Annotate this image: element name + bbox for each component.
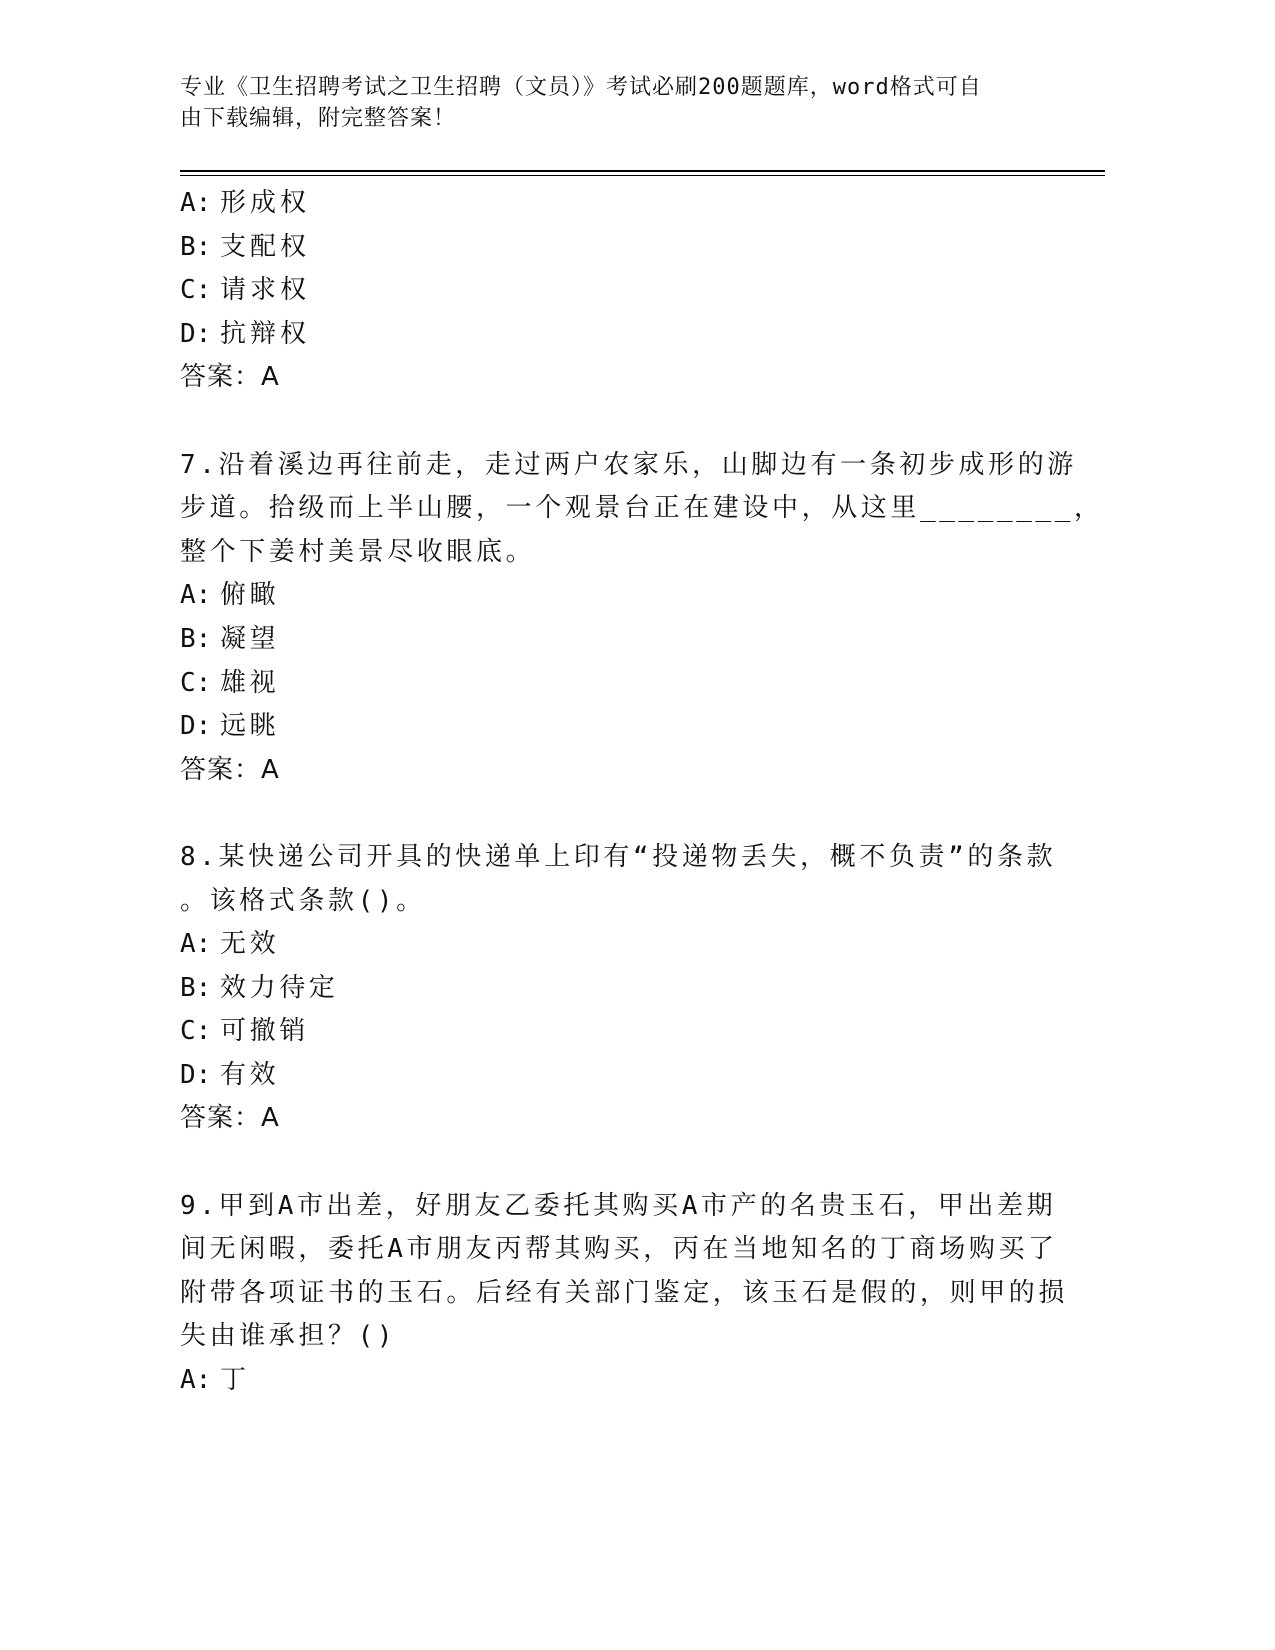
question-text-line: 失由谁承担？()	[180, 1321, 397, 1352]
question-text-line: 步道。拾级而上半山腰，一个观景台正在建设中，从这里________，	[180, 493, 1104, 524]
option-text: 雄视	[220, 667, 280, 698]
answer-line: 答案：A	[180, 754, 280, 785]
question-text-line: 9.甲到A市出差，好朋友乙委托其购买A市产的名贵玉石，甲出差期	[180, 1190, 1057, 1221]
option-text: 无效	[220, 929, 280, 960]
header-line-2: 由下载编辑，附完整答案！	[180, 106, 457, 131]
question-text-line: 8.某快递公司开具的快递单上印有“投递物丢失，概不负责”的条款	[180, 841, 1057, 872]
option-a	[180, 574, 1030, 618]
option-text: 形成权	[220, 188, 311, 218]
option-label: A:	[180, 929, 212, 960]
question-8	[180, 836, 1057, 1141]
question-text-line: 7.沿着溪边再往前走，走过两户农家乐，山脚边有一条初步成形的游	[180, 449, 1077, 480]
option-label: C:	[180, 275, 212, 306]
option-label: D:	[180, 711, 212, 742]
option-b	[180, 226, 1030, 270]
option-label: C:	[180, 1016, 212, 1047]
option-text: 请求权	[220, 275, 311, 306]
option-text: 俯瞰	[220, 580, 280, 611]
option-c	[180, 662, 1030, 706]
question-text-line: 附带各项证书的玉石。后经有关部门鉴定，该玉石是假的，则甲的损	[180, 1277, 1069, 1308]
option-label: D:	[180, 318, 212, 349]
question-text-line: 整个下姜村美景尽收眼底。	[180, 536, 536, 567]
option-text: 凝望	[220, 623, 280, 654]
option-text: 支配权	[220, 231, 311, 262]
question-9	[180, 1185, 1069, 1403]
option-b	[180, 618, 1030, 662]
option-c	[180, 269, 1030, 313]
option-text: 丁	[220, 1365, 250, 1396]
option-a	[180, 1359, 1030, 1403]
question-7	[180, 444, 1104, 793]
answer-line: 答案：A	[180, 1103, 280, 1134]
header-rule-thick	[180, 170, 1105, 172]
option-label: C:	[180, 667, 212, 698]
document-header	[180, 72, 1040, 134]
option-label: A:	[180, 188, 212, 218]
option-label: B:	[180, 231, 212, 262]
option-b	[180, 967, 1030, 1011]
header-rule-thin	[180, 175, 1105, 176]
document-body	[180, 182, 1104, 1403]
question-text-line: 间无闲暇，委托A市朋友丙帮其购买，丙在当地知名的丁商场购买了	[180, 1234, 1058, 1265]
question-6-tail	[180, 182, 1030, 400]
option-d	[180, 313, 1030, 357]
option-d	[180, 1054, 1030, 1098]
option-a	[180, 182, 1030, 226]
option-label: A:	[180, 580, 212, 611]
option-label: A:	[180, 1365, 212, 1396]
option-label: B:	[180, 972, 212, 1003]
option-text: 远眺	[220, 711, 280, 742]
option-label: B:	[180, 623, 212, 654]
option-text: 抗辩权	[220, 318, 311, 349]
option-a	[180, 923, 1030, 967]
option-d	[180, 705, 1030, 749]
answer-line: 答案：A	[180, 362, 280, 393]
option-text: 效力待定	[220, 972, 339, 1003]
question-text-line: 。该格式条款()。	[180, 885, 426, 916]
header-line-1: 专业《卫生招聘考试之卫生招聘（文员）》考试必刷200题题库，word格式可自	[180, 75, 982, 100]
option-c	[180, 1010, 1030, 1054]
option-text: 有效	[220, 1059, 280, 1090]
option-label: D:	[180, 1059, 212, 1090]
option-text: 可撤销	[220, 1016, 309, 1047]
